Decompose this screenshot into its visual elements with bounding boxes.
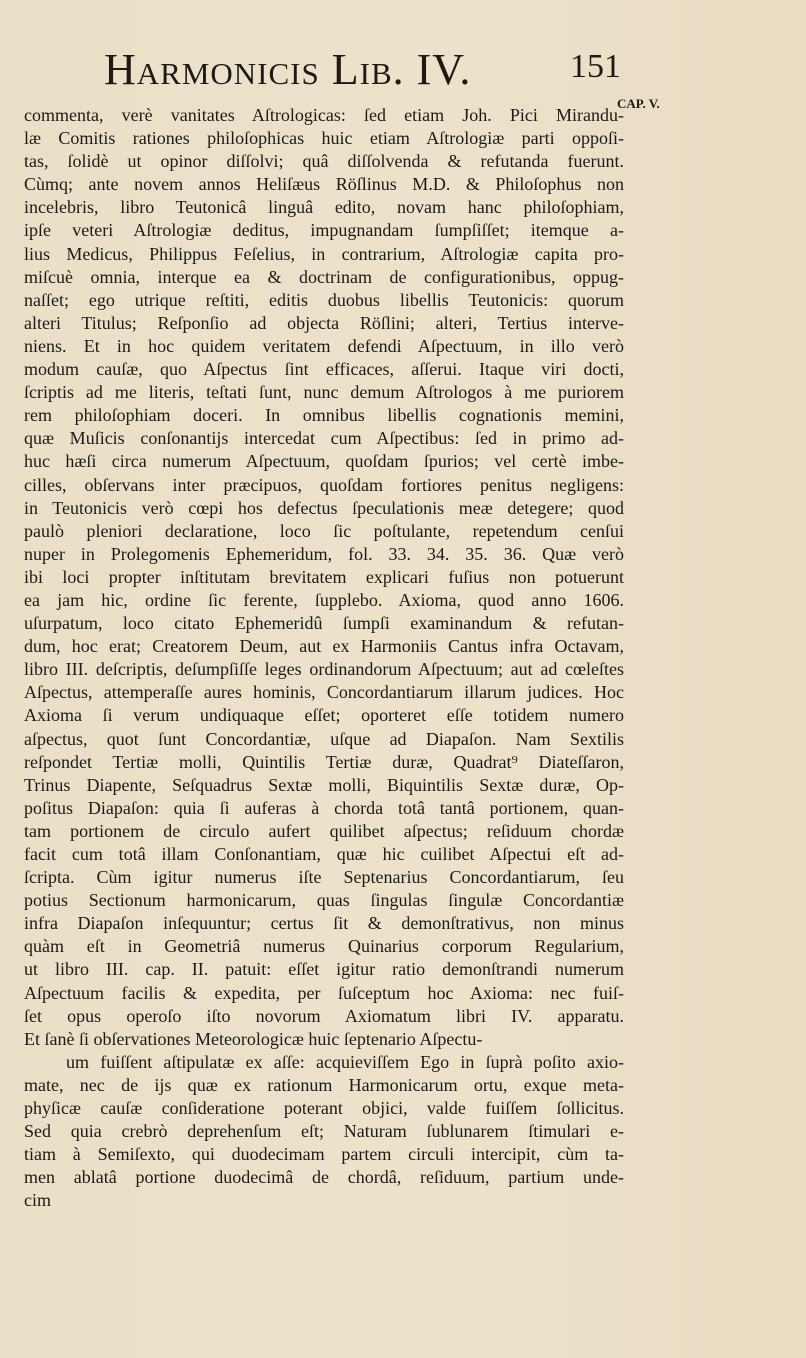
text-line: Aſpectus, attemperaſſe aures hominis, Concordantiarum illarum judices. Hoc xyxy=(24,682,624,703)
text-line: quæ Muſicis conſonantijs intercedat cum Aſpectibus: ſed in primo ad- xyxy=(24,428,624,449)
text-line: tam portionem de circulo aufert quilibet aſpectus; reſiduum chordæ xyxy=(24,820,624,841)
text-line: niens. Et in hoc quidem veritatem defendi Aſpectuum, in illo verò xyxy=(24,335,624,356)
text-line: Cùmq; ante novem annos Heliſæus Röſlinus M.D. & Philoſophus non xyxy=(24,174,624,195)
text-line: commenta, verè vanitates Aſtrologicas: ſed etiam Joh. Pici Mirandu- xyxy=(24,105,624,125)
text-line: tas, ſolidè ut opinor diſſolvi; quâ diſſolvenda & refutanda fuerunt. xyxy=(24,151,624,172)
text-line: cim xyxy=(24,1190,51,1211)
text-line: poſitus Diapaſon: quia ſi auferas à chorda totâ tantâ portionem, quan- xyxy=(24,797,624,818)
catchword xyxy=(24,1213,624,1236)
text-line: tiam à Semiſexto, qui duodecimam partem circuli intercipit, cùm ta- xyxy=(24,1144,624,1165)
text-line: reſpondet Tertiæ molli, Quintilis Tertiæ duræ, Quadrat⁹ Diateſſaron, xyxy=(24,751,624,772)
text-line: infra Diapaſon inſequuntur; certus ſit & demonſtrativus, non minus xyxy=(24,913,624,934)
text-line: ibi loci propter inſtitutam brevitatem explicari fuſius non potuerunt xyxy=(24,566,624,587)
text-line: um fuiſſent aſtipulatæ ex aſſe: acquieviſſem Ego in ſuprà poſito axio- xyxy=(66,1051,624,1072)
text-line: miſcuè omnia, interque ea & doctrinam de configurationibus, oppug- xyxy=(24,266,624,287)
text-line: ſcriptis ad me literis, teſtati ſunt, nunc demum Aſtrologos à me puriorem xyxy=(24,382,624,403)
text-line: in Teutonicis verò cœpi hos defectus ſpeculationis meæ detegere; quod xyxy=(24,497,624,518)
text-line: mate, nec de ijs quæ ex rationum Harmonicarum ortu, exque meta- xyxy=(24,1074,624,1095)
page-header xyxy=(104,44,624,96)
chapter-marginal-note: CAP. V. xyxy=(617,96,660,111)
text-line: uſurpatum, loco citato Ephemeridû ſumpſi examinandum & refutan- xyxy=(24,613,624,634)
page-number: 151 xyxy=(570,48,621,85)
body-text xyxy=(24,104,624,1236)
text-line: paulò pleniori declaratione, loco ſic poſtulante, repetendum cenſui xyxy=(24,520,624,541)
text-line: quàm eſt in Geometriâ numerus Quinarius corporum Regularium, xyxy=(24,936,624,957)
text-line: nuper in Prolegomenis Ephemeridum, fol. 33. 34. 35. 36. Quæ verò xyxy=(24,543,624,564)
running-head: Harmonicis Lib. IV. xyxy=(104,45,472,94)
text-line: ſcripta. Cùm igitur numerus iſte Septenarius Concordantiarum, ſeu xyxy=(24,867,624,888)
text-line: Sed quia crebrò deprehenſum eſt; Naturam ſublunarem ſtimulari e- xyxy=(24,1121,624,1142)
text-line: Aſpectuum facilis & expedita, per ſuſceptum hoc Axioma: nec fuiſ- xyxy=(24,982,624,1003)
text-line: naſſet; ego utrique reſtiti, editis duobus libellis Teutonicis: quorum xyxy=(24,289,624,310)
text-line: ipſe veteri Aſtrologiæ deditus, impugnandam ſumpſiſſet; itemque a- xyxy=(24,220,624,241)
text-line: læ Comitis rationes philoſophicas huic etiam Aſtrologiæ parti oppoſi- xyxy=(24,128,624,149)
text-line: huc hæſi circa numerum Aſpectuum, quoſdam ſpurios; vel certè imbe- xyxy=(24,451,624,472)
text-line: cilles, obſervans inter præcipuos, quoſdam fortiores penitus negligens: xyxy=(24,474,624,495)
text-line: libro III. deſcriptis, deſumpſiſſe leges ordinandorum Aſpectuum; aut ad cœleſtes xyxy=(24,659,624,680)
text-line: phyſicæ cauſæ conſideratione poterant objici, valde fuiſſem ſollicitus. xyxy=(24,1098,624,1119)
text-line: facit cum totâ illam Conſonantiam, quæ hic cuilibet Aſpectui eſt ad- xyxy=(24,844,624,864)
text-line: incelebris, libro Teutonicâ linguâ edito, novam hanc philoſophiam, xyxy=(24,197,624,218)
text-line: lius Medicus, Philippus Feſelius, in contrarium, Aſtrologiæ capita pro- xyxy=(24,243,624,264)
text-line: alteri Titulus; Reſponſio ad objecta Röſlini; alteri, Tertius interve- xyxy=(24,312,624,333)
text-line: Trinus Diapente, Seſquadrus Sextæ molli, Biquintilis Sextæ duræ, Op- xyxy=(24,774,624,795)
text-line: aſpectus, quot ſunt Concordantiæ, uſque ad Diapaſon. Nam Sextilis xyxy=(24,728,624,749)
text-line: men ablatâ portione duodecimâ de chordâ, reſiduum, partium unde- xyxy=(24,1167,624,1188)
text-line: Et ſanè ſi obſervationes Meteorologicæ huic ſeptenario Aſpectu- xyxy=(24,1028,483,1049)
text-line: Axioma ſi verum undiquaque eſſet; oporteret eſſe totidem numero xyxy=(24,705,624,726)
text-line: rem philoſophiam doceri. In omnibus libellis cognationis memini, xyxy=(24,405,624,426)
text-line: potius Sectionum harmonicarum, quas ſingulas ſingulæ Concordantiæ xyxy=(24,890,624,911)
text-line: ſet opus operoſo iſto novorum Axiomatum libri IV. apparatu. xyxy=(24,1005,624,1026)
text-line: dum, hoc erat; Creatorem Deum, aut ex Harmoniis Cantus infra Octavam, xyxy=(24,636,624,657)
text-line: modum cauſæ, quo Aſpectus ſint efficaces, aſſerui. Itaque viri docti, xyxy=(24,359,624,380)
text-line: ut libro III. cap. II. patuit: eſſet igitur ratio demonſtrandi numerum xyxy=(24,959,624,980)
text-line: ea jam hic, ordine ſic ferente, ſupplebo. Axioma, quod anno 1606. xyxy=(24,589,624,610)
